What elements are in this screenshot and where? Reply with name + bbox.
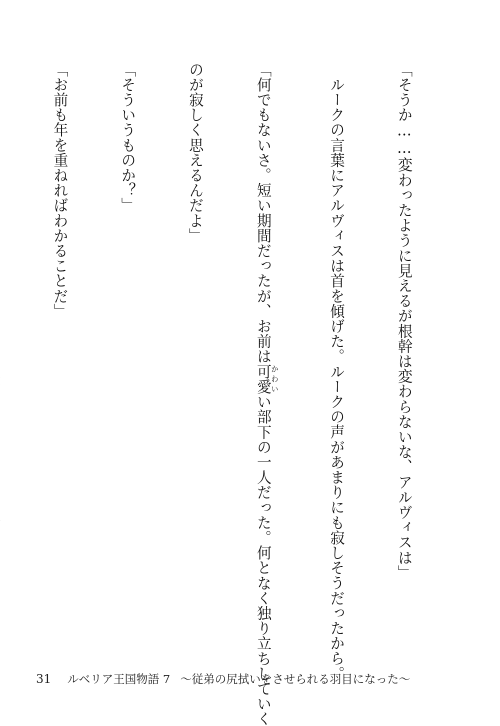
text-line: のが寂しく思えるんだよ」 <box>186 62 204 244</box>
text-line-part: 「何でもないさ。短い期間だったが、お前は <box>254 62 272 364</box>
ruby-base: 可愛 <box>254 364 272 395</box>
text-line: 「そういうものか？」 <box>119 62 137 213</box>
text-line-part: い部下の一人だった。何となく独り立ちしていく <box>254 394 272 726</box>
text-line: ルークの言葉にアルヴィスは首を傾げた。ルークの声があまりにも寂しそうだったから。 <box>328 62 346 682</box>
text-line: 「そうか……変わったように見えるが根幹は変わらないな、アルヴィスは」 <box>395 62 413 581</box>
text-line <box>251 62 280 726</box>
text-line: 「お前も年を重ねればわかることだ」 <box>51 62 69 319</box>
ruby-reading: かわい <box>270 364 280 395</box>
ruby-word <box>254 364 280 395</box>
text-line <box>0 62 3 637</box>
book-title: ルベリア王国物語 7 <box>67 672 171 686</box>
book-subtitle: ～従弟の尻拭いをさせられる羽目になった～ <box>180 672 411 686</box>
page-footer <box>36 670 410 688</box>
page-number: 31 <box>36 672 52 686</box>
